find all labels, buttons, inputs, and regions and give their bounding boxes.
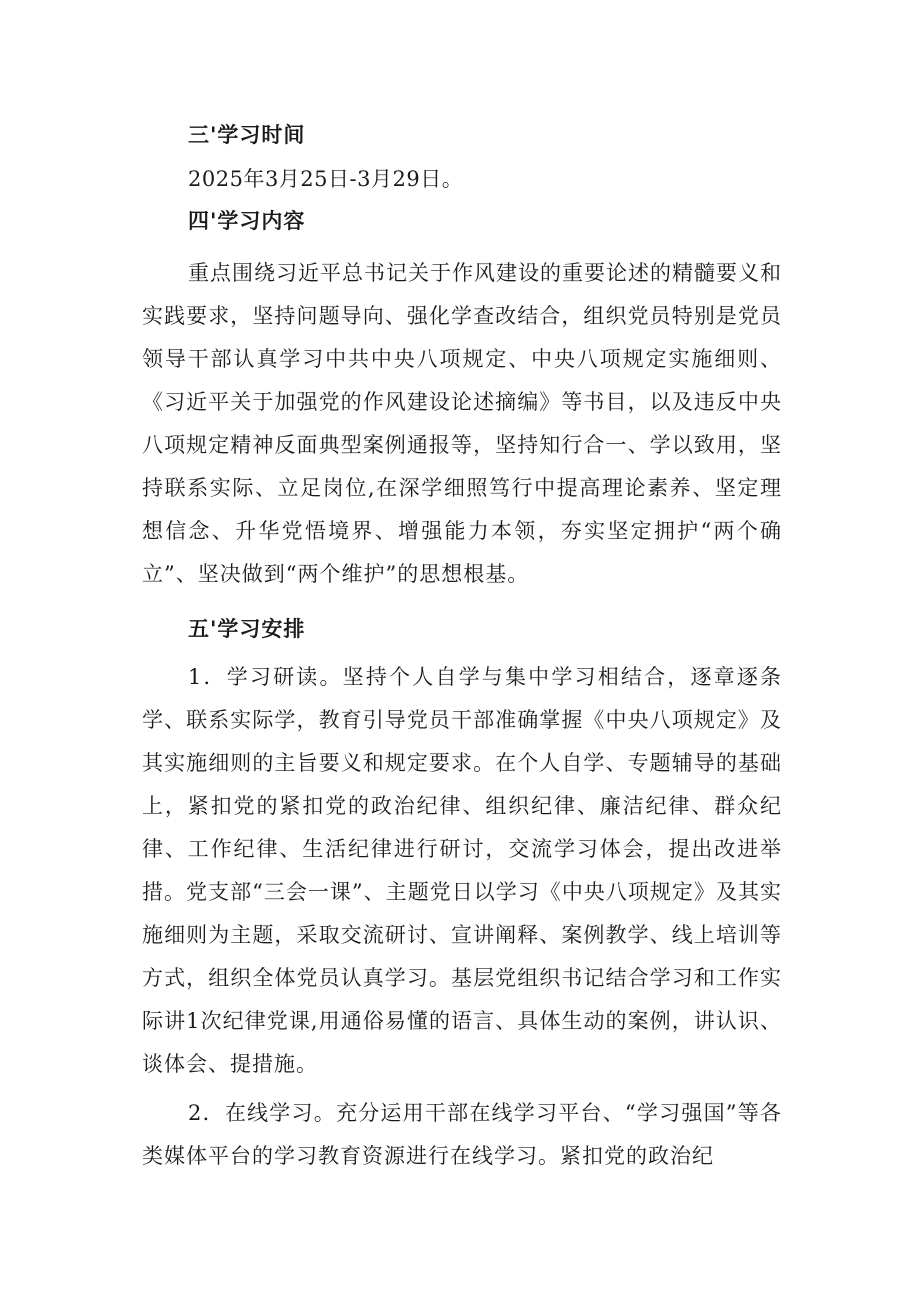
arrangement-item-1-paragraph: 1．学习研读。坚持个人自学与集中学习相结合，逐章逐条学、联系实际学，教育引导党员干部准确掌握《中央八项规定》及其实施细则的主旨要义和规定要求。在个人自学、专题辅导的基础上，紧扣党的紧扣党的政治纪律、组织纪律、廉洁纪律、群众纪律、工作纪律、生活纪律进行研讨，交流学习体会，提出改进举措。党支部“三会一课”、主题党日以学习《中央八项规定》及其实施细则为主题，采取交流研讨、宣讲阐释、案例教学、线上培训等方式，组织全体党员认真学习。基层党组织书记结合学习和工作实际讲1次纪律党课,用通俗易懂的语言、具体生动的案例，讲认识、谈体会、提措施。 (142, 665, 782, 1076)
arrangement-item-2-paragraph: 2．在线学习。充分运用干部在线学习平台、“学习强国”等各类媒体平台的学习教育资源进行在线学习。紧扣党的政治纪 (142, 1101, 782, 1168)
study-content-paragraph: 重点围绕习近平总书记关于作风建设的重要论述的精髓要义和实践要求，坚持问题导向、强化学查改结合，组织党员特别是党员领导干部认真学习中共中央八项规定、中央八项规定实施细则、《习近平关于加强党的作风建设论述摘编》等书目，以及违反中央八项规定精神反面典型案例通报等，坚持知行合一、学以致用，坚持联系实际、立足岗位,在深学细照笃行中提高理论素养、坚定理想信念、升华党悟境界、增强能力本领，夯实坚定拥护“两个确立”、坚决做到“两个维护”的思想根基。 (142, 261, 782, 586)
section-heading-study-time: 三'学习时间 (188, 123, 306, 147)
section-heading-study-arrangement: 五'学习安排 (188, 617, 306, 641)
study-time-text: 2025年3月25日-3月29日。 (188, 167, 464, 191)
section-heading-study-content: 四'学习内容 (188, 209, 306, 233)
document-page (142, 120, 782, 1178)
